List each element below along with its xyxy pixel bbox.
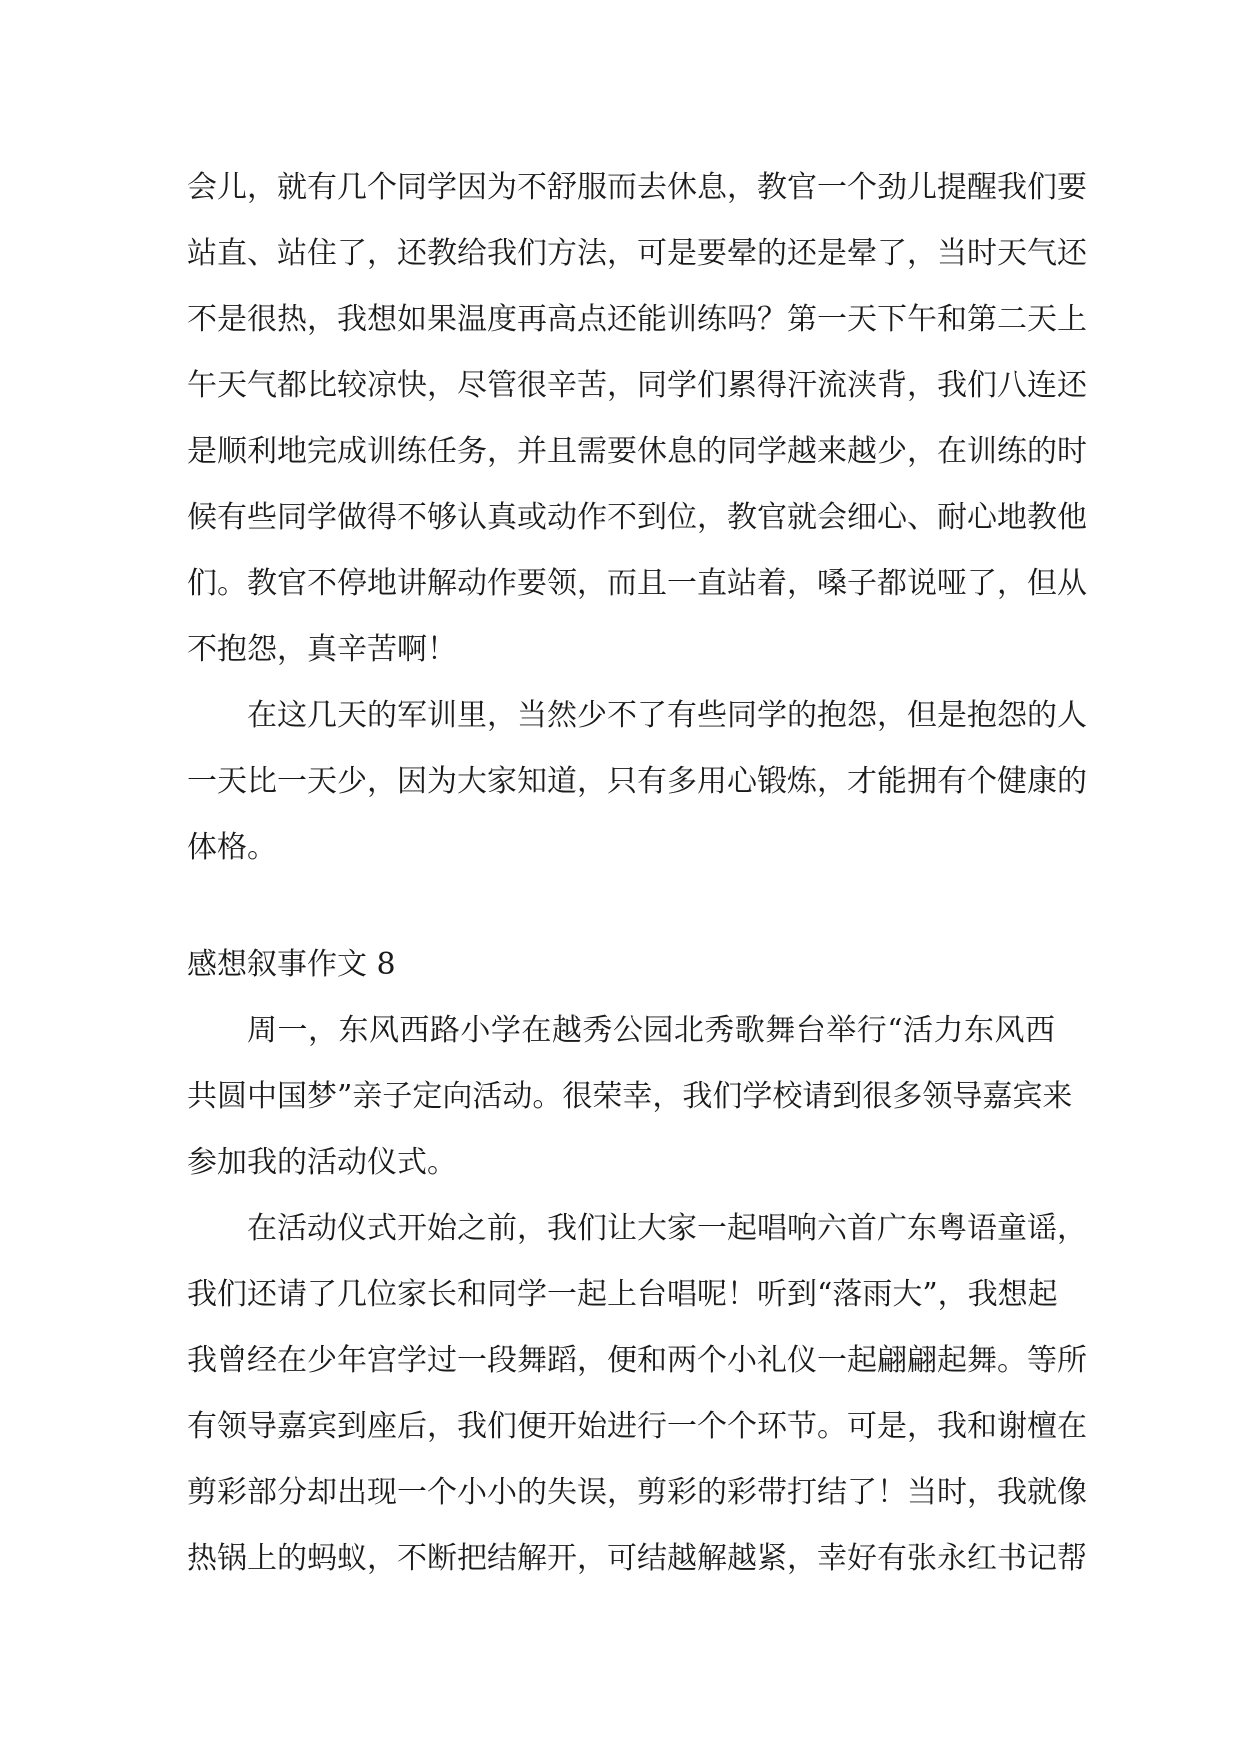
text-line: 候有些同学做得不够认真或动作不到位，教官就会细心、耐心地教他	[187, 500, 1087, 535]
text-line: 体格。	[187, 830, 277, 865]
text-line: 参加我的活动仪式。	[187, 1145, 457, 1180]
text-line: 站直、站住了，还教给我们方法，可是要晕的还是晕了，当时天气还	[187, 236, 1087, 271]
text-line: 会儿，就有几个同学因为不舒服而去休息，教官一个劲儿提醒我们要	[187, 170, 1087, 205]
text-line: 一天比一天少，因为大家知道，只有多用心锻炼，才能拥有个健康的	[187, 764, 1087, 799]
text-line: 午天气都比较凉快，尽管很辛苦，同学们累得汗流浃背，我们八连还	[187, 368, 1087, 403]
text-line: 我曾经在少年宫学过一段舞蹈，便和两个小礼仪一起翩翩起舞。等所	[187, 1343, 1087, 1378]
text-line: 周一，东风西路小学在越秀公园北秀歌舞台举行“活力东风西	[247, 1013, 1055, 1048]
text-line: 剪彩部分却出现一个小小的失误，剪彩的彩带打结了！当时，我就像	[187, 1475, 1087, 1510]
text-line: 共圆中国梦”亲子定向活动。很荣幸，我们学校请到很多领导嘉宾来	[187, 1079, 1073, 1114]
text-line: 在这几天的军训里，当然少不了有些同学的抱怨，但是抱怨的人	[247, 698, 1087, 733]
text-line: 不是很热，我想如果温度再高点还能训练吗？第一天下午和第二天上	[187, 302, 1087, 337]
text-line: 在活动仪式开始之前，我们让大家一起唱响六首广东粤语童谣，	[247, 1211, 1087, 1246]
text-line: 热锅上的蚂蚁，不断把结解开，可结越解越紧，幸好有张永红书记帮	[187, 1541, 1087, 1576]
text-line: 们。教官不停地讲解动作要领，而且一直站着，嗓子都说哑了，但从	[187, 566, 1087, 601]
text-line: 不抱怨，真辛苦啊！	[187, 632, 457, 667]
text-line: 是顺利地完成训练任务，并且需要休息的同学越来越少，在训练的时	[187, 434, 1087, 469]
text-line: 有领导嘉宾到座后，我们便开始进行一个个环节。可是，我和谢檀在	[187, 1409, 1087, 1444]
text-line: 我们还请了几位家长和同学一起上台唱呢！听到“落雨大”，我想起	[187, 1277, 1058, 1312]
section-title: 感想叙事作文 8	[187, 947, 396, 982]
